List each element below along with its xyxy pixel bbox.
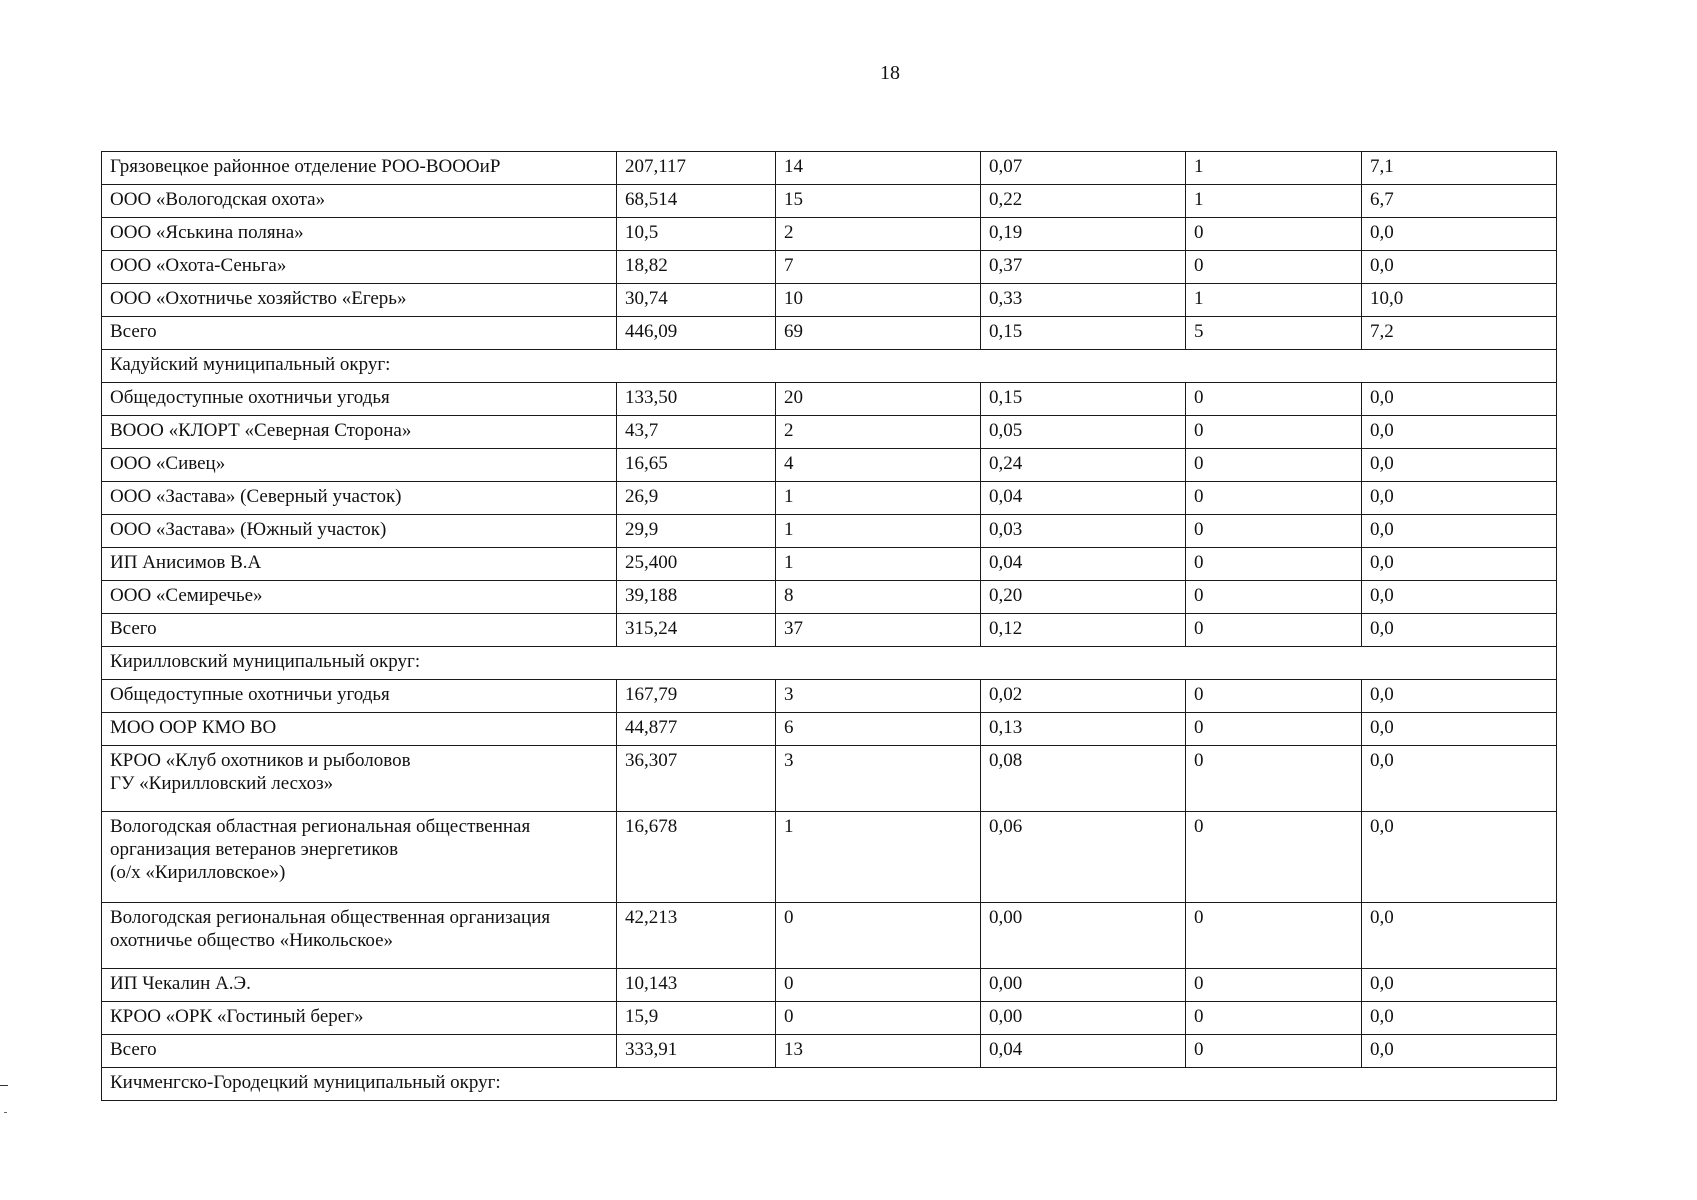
organization-cell: ООО «Застава» (Южный участок) [102, 515, 617, 548]
density-cell: 0,15 [981, 317, 1186, 350]
table-row [102, 614, 1557, 647]
area-cell: 42,213 [617, 903, 776, 969]
table-row [102, 903, 1557, 969]
table-row [102, 482, 1557, 515]
quota-cell: 0 [1186, 383, 1362, 416]
area-cell: 333,91 [617, 1035, 776, 1068]
organization-cell: Грязовецкое районное отделение РОО-ВОООиР [102, 152, 617, 185]
count-cell: 10 [776, 284, 981, 317]
density-cell: 0,20 [981, 581, 1186, 614]
area-cell: 10,143 [617, 969, 776, 1002]
quota-cell: 1 [1186, 284, 1362, 317]
density-cell: 0,12 [981, 614, 1186, 647]
percent-cell: 0,0 [1362, 1002, 1557, 1035]
section-title: Кадуйский муниципальный округ: [102, 350, 1557, 383]
table-row [102, 218, 1557, 251]
organization-cell: Общедоступные охотничьи угодья [102, 383, 617, 416]
count-cell: 3 [776, 746, 981, 812]
page-number: 18 [880, 62, 900, 84]
table-row [102, 680, 1557, 713]
density-cell: 0,19 [981, 218, 1186, 251]
quota-cell: 0 [1186, 416, 1362, 449]
organization-cell: ИП Чекалин А.Э. [102, 969, 617, 1002]
quota-cell: 0 [1186, 1035, 1362, 1068]
density-cell: 0,24 [981, 449, 1186, 482]
table-body [102, 152, 1557, 1101]
percent-cell: 7,2 [1362, 317, 1557, 350]
percent-cell: 0,0 [1362, 218, 1557, 251]
percent-cell: 0,0 [1362, 581, 1557, 614]
table-row [102, 449, 1557, 482]
percent-cell: 0,0 [1362, 903, 1557, 969]
quota-cell: 0 [1186, 1002, 1362, 1035]
organization-cell: Всего [102, 1035, 617, 1068]
quota-cell: 0 [1186, 713, 1362, 746]
organization-cell: Общедоступные охотничьи угодья [102, 680, 617, 713]
percent-cell: 0,0 [1362, 680, 1557, 713]
density-cell: 0,04 [981, 548, 1186, 581]
density-cell: 0,00 [981, 1002, 1186, 1035]
percent-cell: 0,0 [1362, 713, 1557, 746]
quota-cell: 1 [1186, 185, 1362, 218]
organization-cell: Всего [102, 317, 617, 350]
table-row [102, 581, 1557, 614]
area-cell: 25,400 [617, 548, 776, 581]
percent-cell: 0,0 [1362, 449, 1557, 482]
count-cell: 37 [776, 614, 981, 647]
area-cell: 315,24 [617, 614, 776, 647]
quota-cell: 0 [1186, 482, 1362, 515]
quota-cell: 0 [1186, 515, 1362, 548]
percent-cell: 7,1 [1362, 152, 1557, 185]
table-row [102, 383, 1557, 416]
area-cell: 26,9 [617, 482, 776, 515]
count-cell: 7 [776, 251, 981, 284]
count-cell: 4 [776, 449, 981, 482]
percent-cell: 6,7 [1362, 185, 1557, 218]
percent-cell: 0,0 [1362, 548, 1557, 581]
area-cell: 44,877 [617, 713, 776, 746]
table-row [102, 251, 1557, 284]
quota-cell: 0 [1186, 680, 1362, 713]
section-header-row [102, 647, 1557, 680]
count-cell: 1 [776, 482, 981, 515]
organization-cell: ООО «Вологодская охота» [102, 185, 617, 218]
section-header-row [102, 1068, 1557, 1101]
area-cell: 167,79 [617, 680, 776, 713]
organization-cell: ООО «Охота-Сеньга» [102, 251, 617, 284]
scan-edge-mark [4, 1112, 7, 1113]
organization-cell: МОО ООР КМО ВО [102, 713, 617, 746]
hunting-grounds-table [101, 151, 1557, 1101]
density-cell: 0,13 [981, 713, 1186, 746]
percent-cell: 0,0 [1362, 515, 1557, 548]
quota-cell: 0 [1186, 812, 1362, 903]
density-cell: 0,15 [981, 383, 1186, 416]
count-cell: 15 [776, 185, 981, 218]
table-row [102, 152, 1557, 185]
percent-cell: 0,0 [1362, 614, 1557, 647]
organization-cell: ВООО «КЛОРТ «Северная Сторона» [102, 416, 617, 449]
area-cell: 16,65 [617, 449, 776, 482]
density-cell: 0,06 [981, 812, 1186, 903]
quota-cell: 0 [1186, 548, 1362, 581]
section-title: Кирилловский муниципальный округ: [102, 647, 1557, 680]
table-row [102, 812, 1557, 903]
count-cell: 0 [776, 1002, 981, 1035]
count-cell: 8 [776, 581, 981, 614]
area-cell: 18,82 [617, 251, 776, 284]
area-cell: 207,117 [617, 152, 776, 185]
area-cell: 39,188 [617, 581, 776, 614]
percent-cell: 0,0 [1362, 416, 1557, 449]
organization-cell: Всего [102, 614, 617, 647]
scan-edge-mark [0, 1085, 8, 1086]
table-row [102, 969, 1557, 1002]
density-cell: 0,22 [981, 185, 1186, 218]
count-cell: 1 [776, 812, 981, 903]
organization-cell: ООО «Семиречье» [102, 581, 617, 614]
area-cell: 43,7 [617, 416, 776, 449]
percent-cell: 0,0 [1362, 746, 1557, 812]
percent-cell: 0,0 [1362, 482, 1557, 515]
organization-cell: ИП Анисимов В.А [102, 548, 617, 581]
percent-cell: 0,0 [1362, 812, 1557, 903]
percent-cell: 0,0 [1362, 1035, 1557, 1068]
organization-cell: КРОО «ОРК «Гостиный берег» [102, 1002, 617, 1035]
table-row [102, 185, 1557, 218]
quota-cell: 0 [1186, 218, 1362, 251]
quota-cell: 0 [1186, 614, 1362, 647]
table-row [102, 284, 1557, 317]
count-cell: 13 [776, 1035, 981, 1068]
quota-cell: 0 [1186, 746, 1362, 812]
density-cell: 0,04 [981, 482, 1186, 515]
density-cell: 0,07 [981, 152, 1186, 185]
area-cell: 15,9 [617, 1002, 776, 1035]
density-cell: 0,05 [981, 416, 1186, 449]
count-cell: 0 [776, 903, 981, 969]
percent-cell: 0,0 [1362, 969, 1557, 1002]
percent-cell: 10,0 [1362, 284, 1557, 317]
density-cell: 0,03 [981, 515, 1186, 548]
density-cell: 0,00 [981, 969, 1186, 1002]
count-cell: 3 [776, 680, 981, 713]
count-cell: 14 [776, 152, 981, 185]
table-row [102, 416, 1557, 449]
area-cell: 29,9 [617, 515, 776, 548]
count-cell: 1 [776, 515, 981, 548]
table-row [102, 746, 1557, 812]
percent-cell: 0,0 [1362, 251, 1557, 284]
percent-cell: 0,0 [1362, 383, 1557, 416]
density-cell: 0,00 [981, 903, 1186, 969]
density-cell: 0,04 [981, 1035, 1186, 1068]
area-cell: 133,50 [617, 383, 776, 416]
count-cell: 20 [776, 383, 981, 416]
quota-cell: 0 [1186, 969, 1362, 1002]
quota-cell: 0 [1186, 449, 1362, 482]
organization-cell: ООО «Яськина поляна» [102, 218, 617, 251]
section-title: Кичменгско-Городецкий муниципальный округ: [102, 1068, 1557, 1101]
organization-cell: ООО «Сивец» [102, 449, 617, 482]
table-row [102, 515, 1557, 548]
quota-cell: 0 [1186, 903, 1362, 969]
organization-cell: Вологодская областная региональная общественная организация ветеранов энергетиков (о/х «Кирилловское») [102, 812, 617, 903]
organization-cell: ООО «Застава» (Северный участок) [102, 482, 617, 515]
table-row [102, 1002, 1557, 1035]
organization-cell: ООО «Охотничье хозяйство «Егерь» [102, 284, 617, 317]
table-row [102, 548, 1557, 581]
count-cell: 6 [776, 713, 981, 746]
quota-cell: 1 [1186, 152, 1362, 185]
quota-cell: 0 [1186, 251, 1362, 284]
density-cell: 0,02 [981, 680, 1186, 713]
area-cell: 68,514 [617, 185, 776, 218]
organization-cell: КРОО «Клуб охотников и рыболовов ГУ «Кирилловский лесхоз» [102, 746, 617, 812]
area-cell: 16,678 [617, 812, 776, 903]
quota-cell: 0 [1186, 581, 1362, 614]
quota-cell: 5 [1186, 317, 1362, 350]
count-cell: 1 [776, 548, 981, 581]
area-cell: 10,5 [617, 218, 776, 251]
table-row [102, 1035, 1557, 1068]
count-cell: 69 [776, 317, 981, 350]
count-cell: 2 [776, 416, 981, 449]
area-cell: 446,09 [617, 317, 776, 350]
count-cell: 0 [776, 969, 981, 1002]
section-header-row [102, 350, 1557, 383]
count-cell: 2 [776, 218, 981, 251]
table-row [102, 713, 1557, 746]
density-cell: 0,37 [981, 251, 1186, 284]
density-cell: 0,08 [981, 746, 1186, 812]
area-cell: 36,307 [617, 746, 776, 812]
density-cell: 0,33 [981, 284, 1186, 317]
organization-cell: Вологодская региональная общественная организация охотничье общество «Никольское» [102, 903, 617, 969]
table-row [102, 317, 1557, 350]
area-cell: 30,74 [617, 284, 776, 317]
